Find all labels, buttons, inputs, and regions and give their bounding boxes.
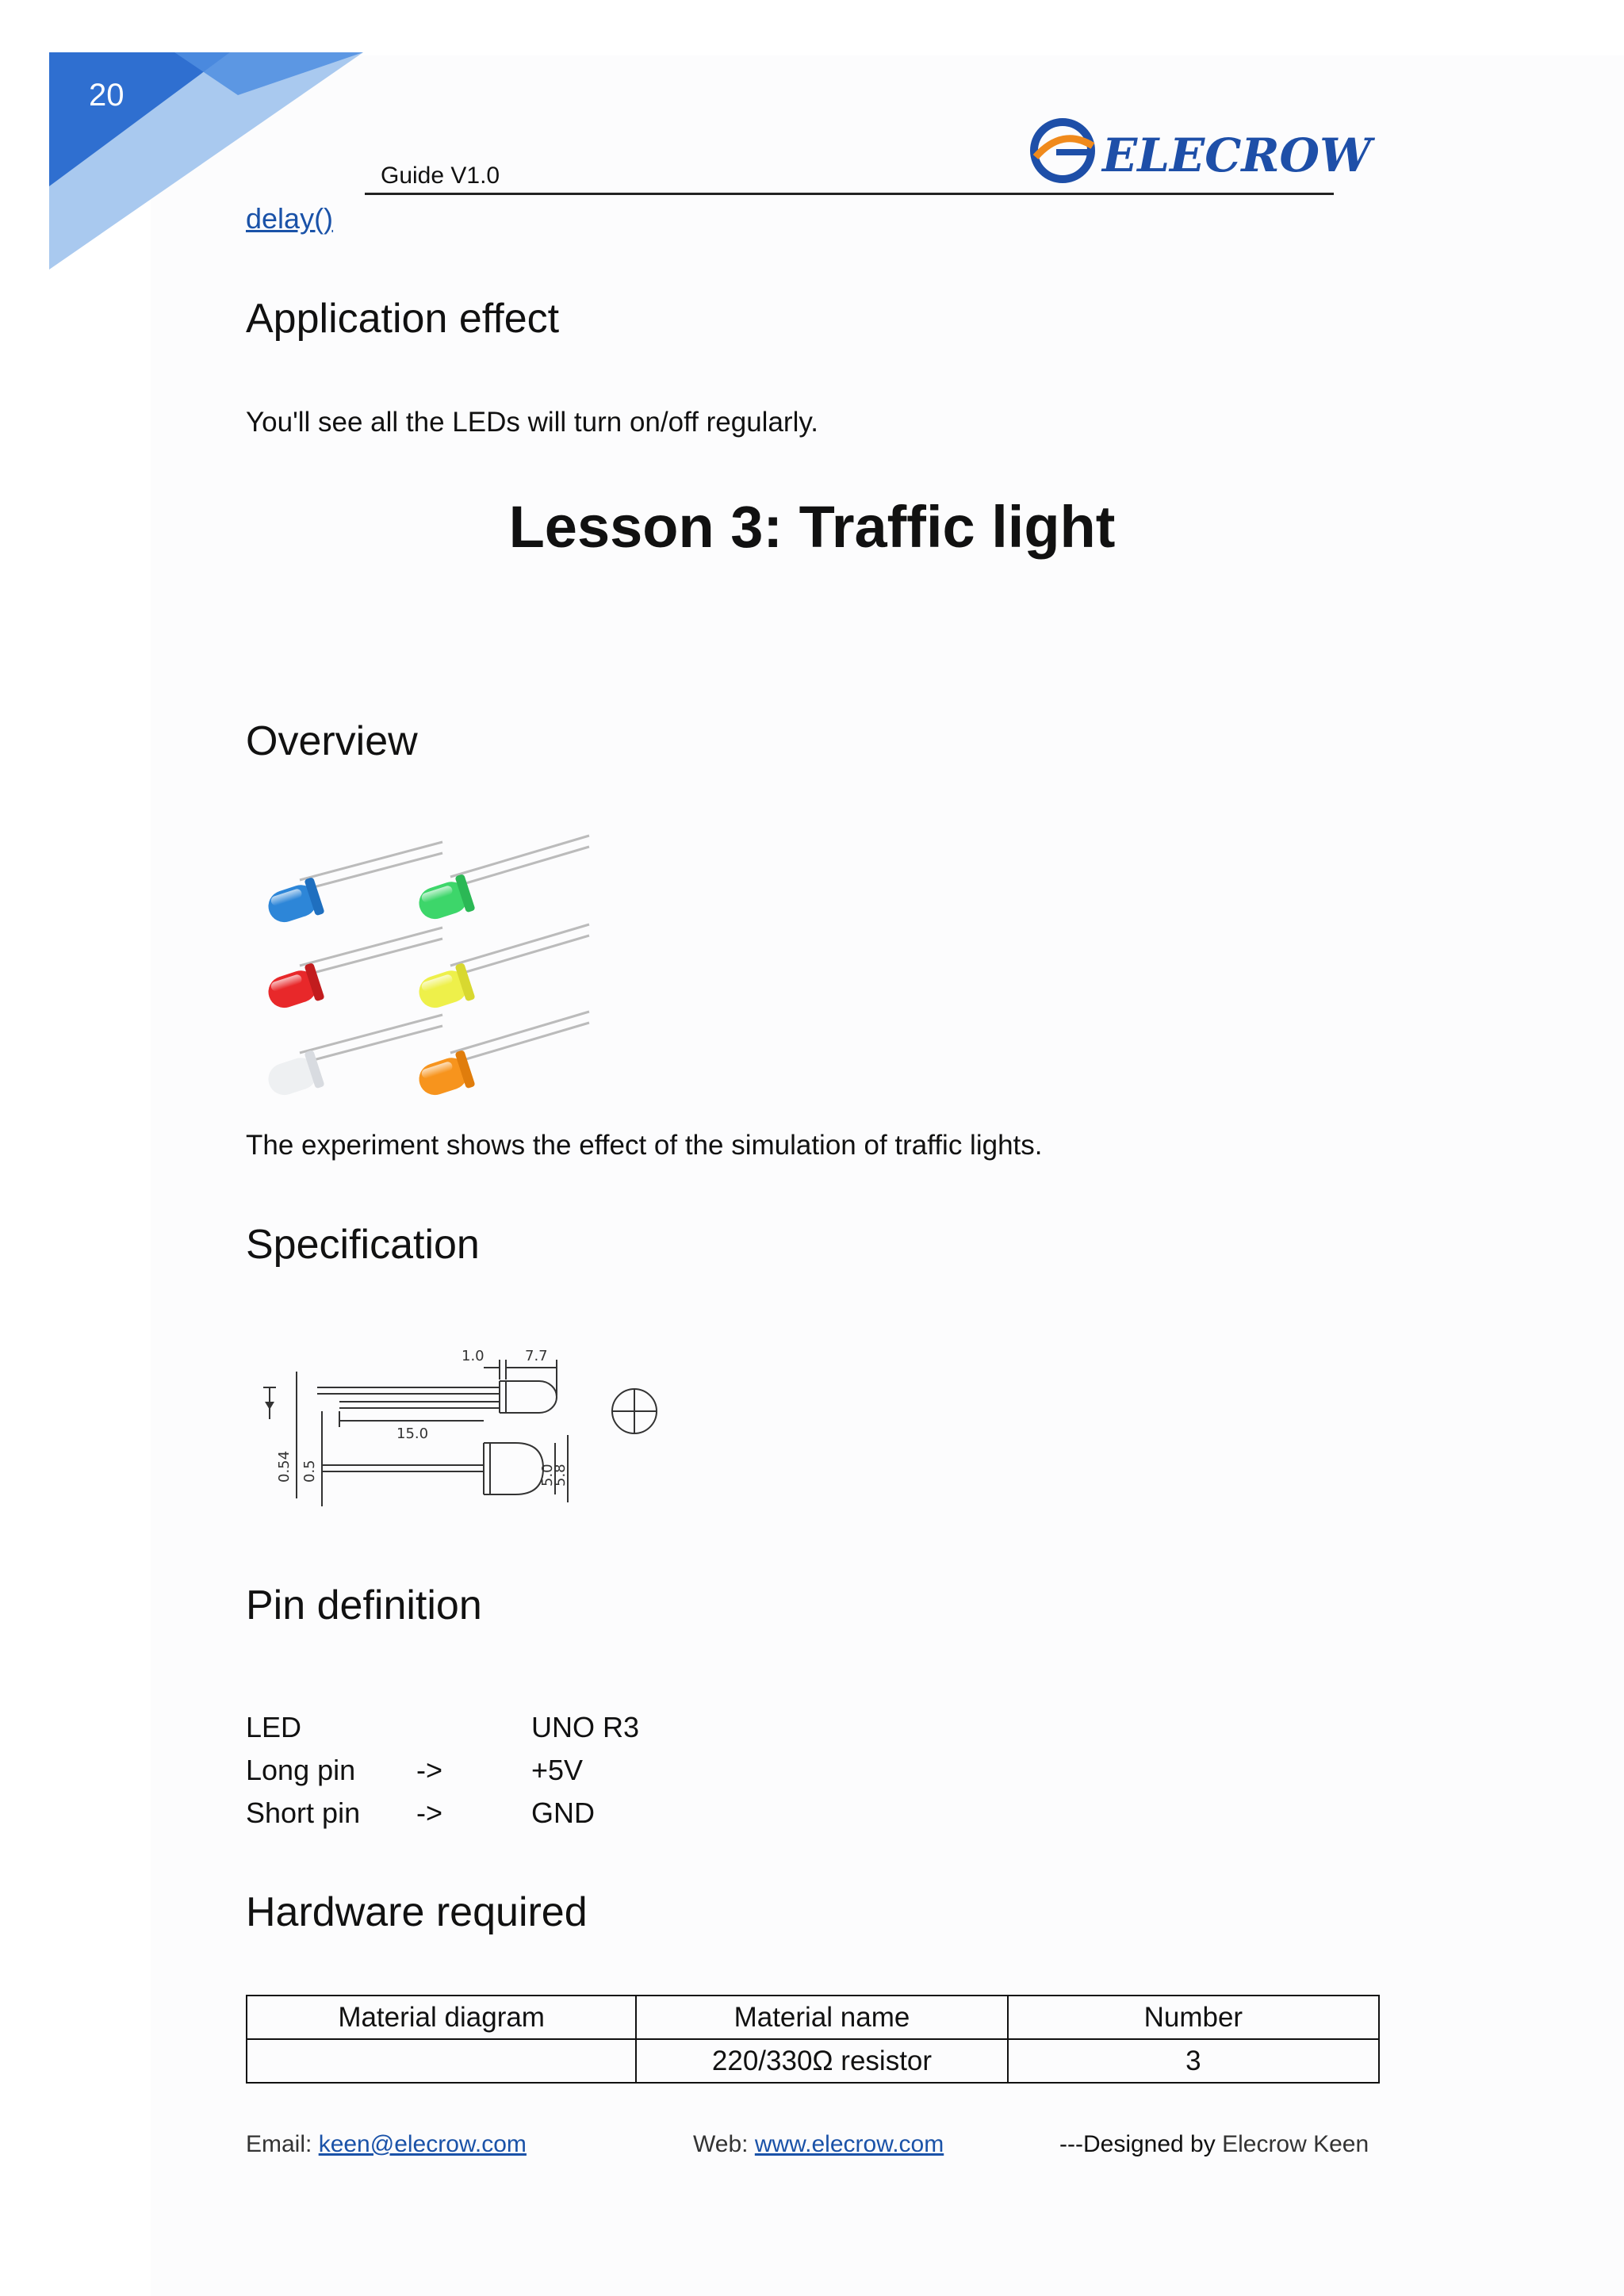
pin-row-name: Long pin [246,1754,356,1786]
footer-web [693,2131,944,2158]
table-cell-number: 3 [1008,2039,1379,2083]
footer-email-label: Email: [246,2131,319,2157]
delay-link[interactable]: delay() [246,202,334,235]
pin-row-target: +5V [531,1754,584,1786]
dim-5-0: 5.0 [539,1464,556,1487]
led-white [263,1015,442,1102]
led-photo [252,832,601,1110]
footer-designer: Elecrow Keen [1222,2131,1369,2157]
hardware-heading: Hardware required [246,1889,588,1935]
dim-5-8: 5.8 [552,1464,569,1487]
application-heading: Application effect [246,296,560,342]
corner-decoration [0,0,381,285]
application-text: You'll see all the LEDs will turn on/off regularly. [246,407,818,438]
led-blue [263,842,442,929]
lesson-title: Lesson 3: Traffic light [508,494,1116,560]
footer-designed-prefix: ---Designed by [1059,2131,1223,2157]
overview-caption: The experiment shows the effect of the simulation of traffic lights. [246,1130,1043,1161]
pin-header-uno: UNO R3 [531,1711,640,1743]
elecrow-logo [1025,111,1372,190]
pin-row-arrow: -> [416,1754,443,1786]
led-orange [414,1012,589,1102]
led-dimension-drawing [254,1332,682,1522]
page-number: 20 [89,78,124,113]
specification-heading: Specification [246,1222,480,1268]
led-red [263,928,442,1015]
led-green [414,836,589,926]
page-background [151,55,1624,2296]
hardware-table [246,1995,1380,2084]
pin-row-arrow: -> [416,1797,443,1829]
table-header-cell: Material name [636,1996,1007,2039]
pin-row-target: GND [531,1797,595,1829]
footer-email [246,2131,527,2158]
guide-version: Guide V1.0 [381,163,500,189]
footer-web-label: Web: [693,2131,755,2157]
led-yellow [414,924,589,1015]
table-header-cell: Number [1008,1996,1379,2039]
web-link[interactable]: www.elecrow.com [754,2131,944,2157]
dim-0-5: 0.5 [301,1460,318,1483]
table-header-row [247,1996,1379,2039]
svg-text:ELECROW: ELECROW [1102,128,1372,182]
footer-designed [1059,2131,1369,2158]
overview-heading: Overview [246,718,418,764]
dim-1-0: 1.0 [462,1348,485,1364]
table-cell-diagram [247,2039,636,2083]
table-header-cell: Material diagram [247,1996,636,2039]
dim-7-7: 7.7 [525,1348,548,1364]
table-row [247,2039,1379,2083]
pin-definition-heading: Pin definition [246,1582,482,1628]
dim-15-0: 15.0 [396,1425,429,1442]
email-link[interactable]: keen@elecrow.com [318,2131,527,2157]
dim-0-54: 0.54 [276,1450,293,1483]
header-divider [365,193,1334,195]
pin-header-led: LED [246,1711,302,1743]
pin-row-name: Short pin [246,1797,361,1829]
table-cell-name: 220/330Ω resistor [636,2039,1007,2083]
